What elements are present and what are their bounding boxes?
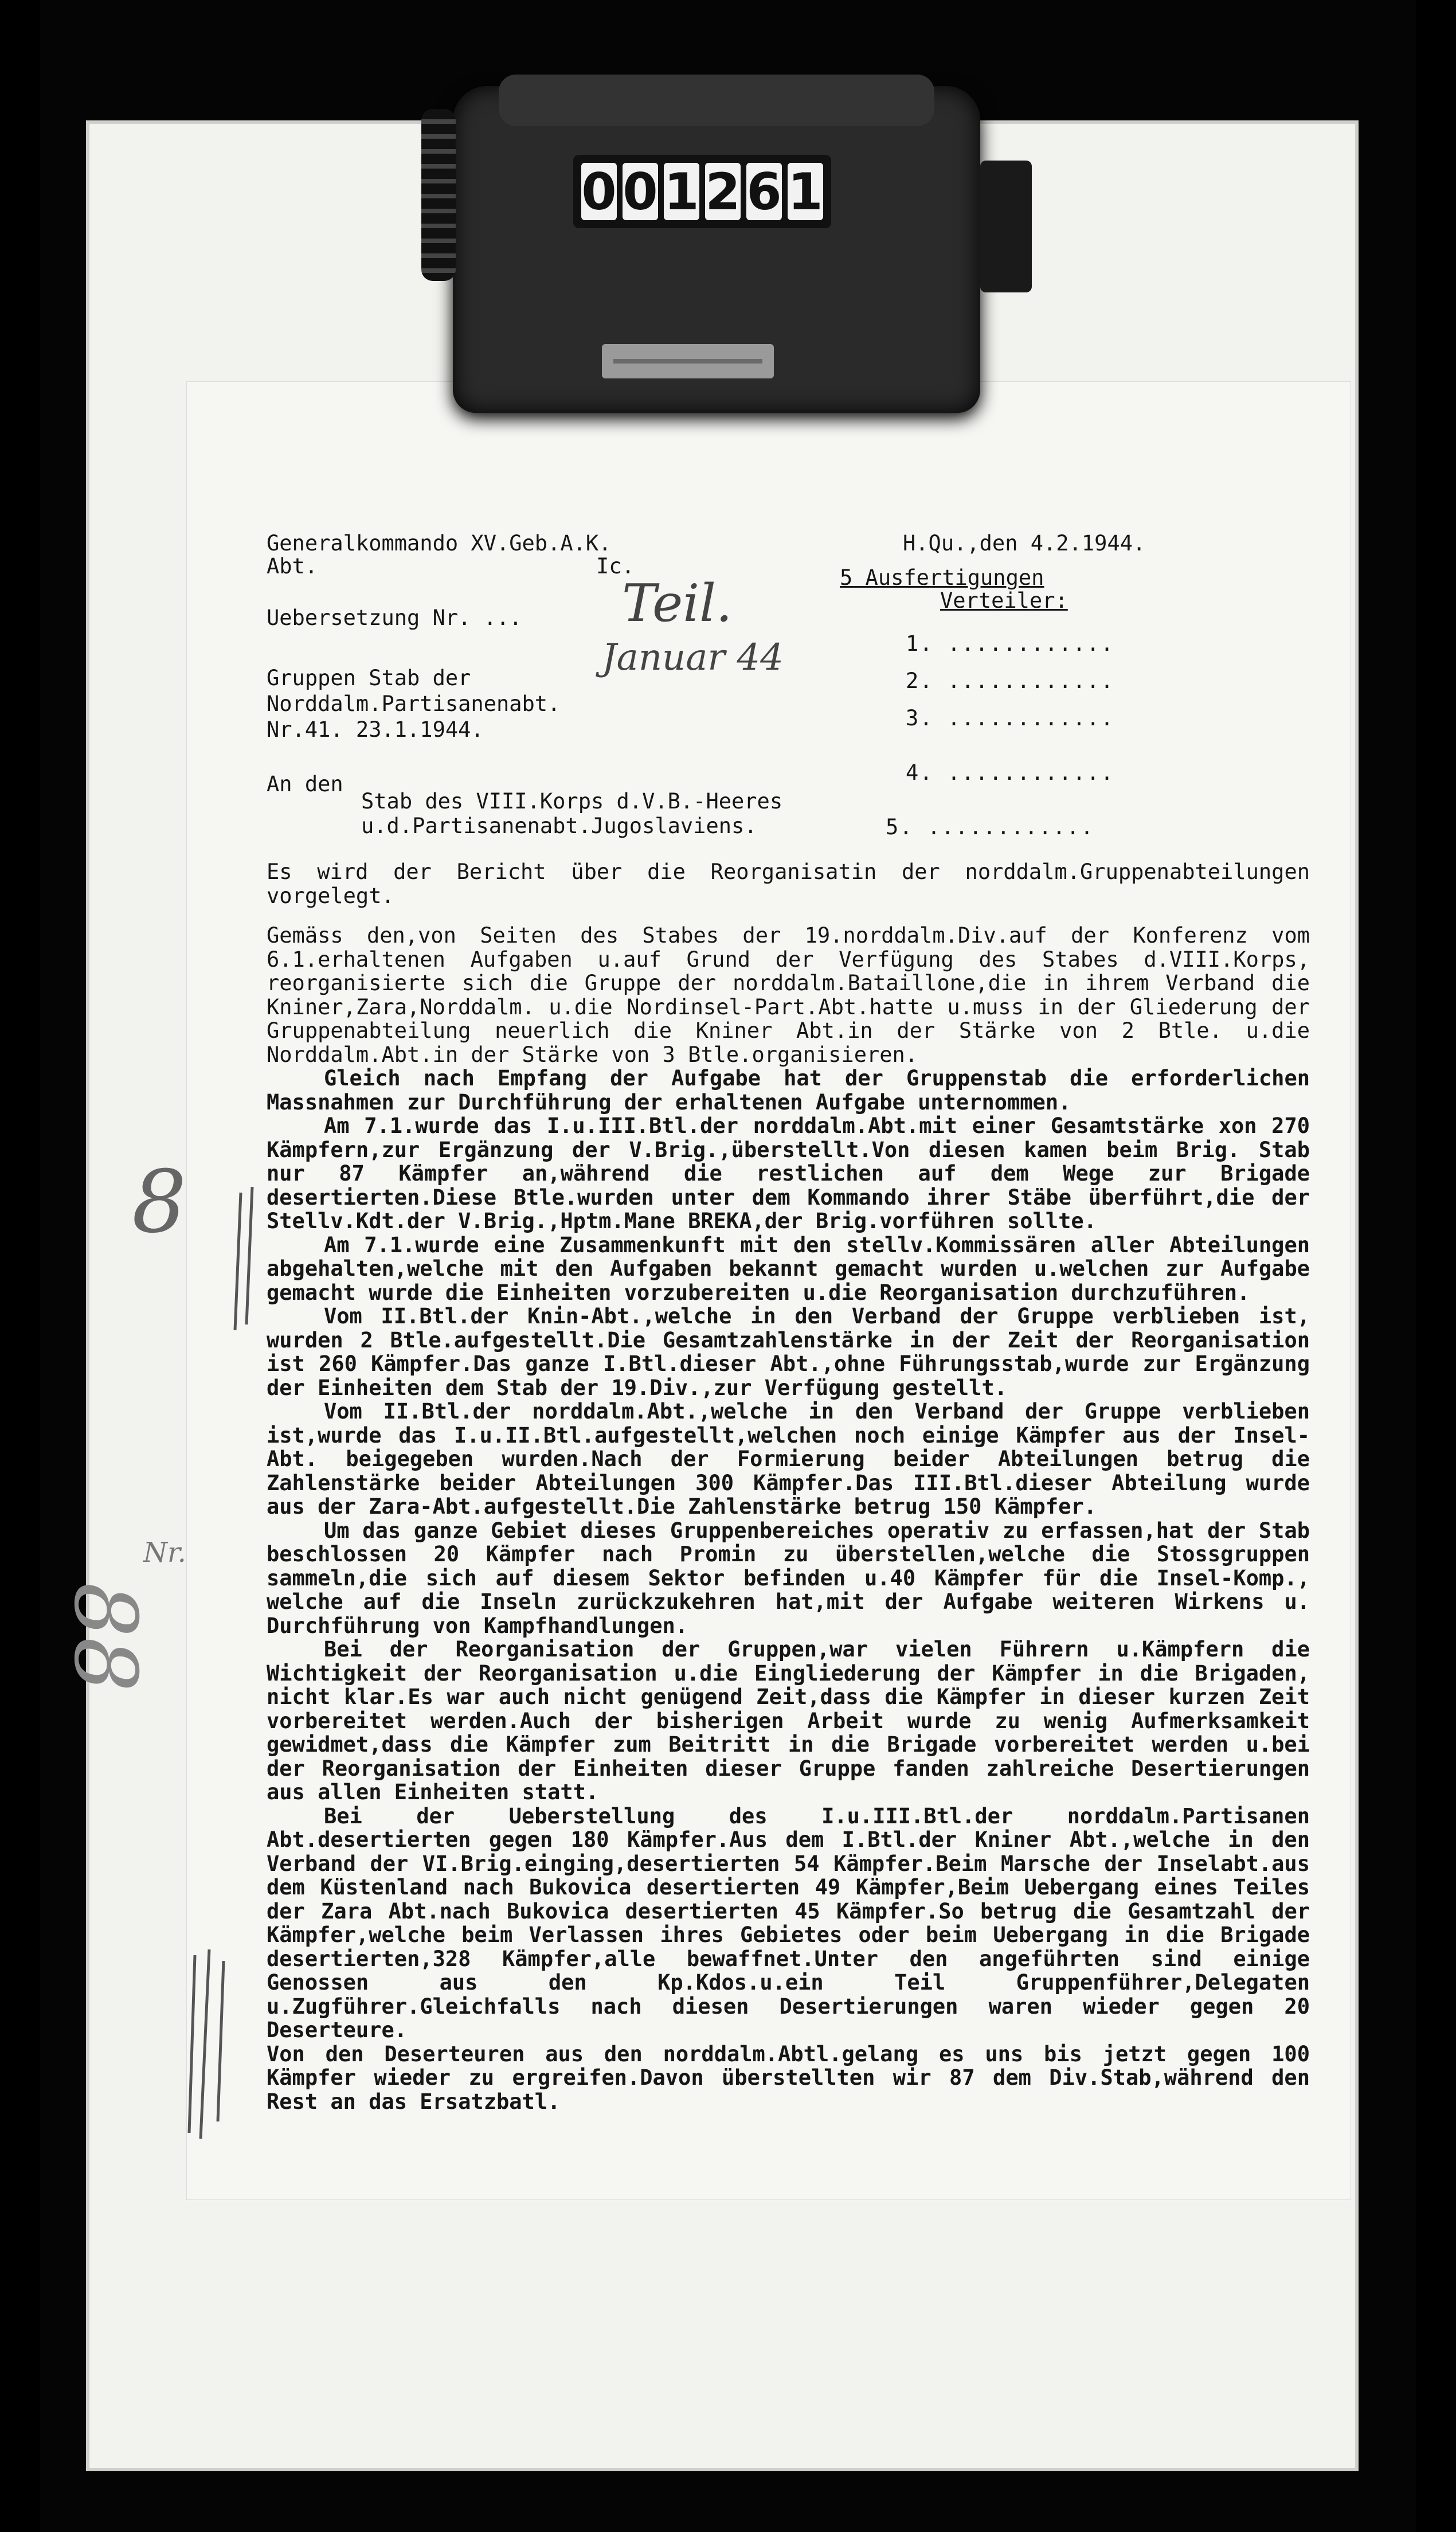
body-paragraph: Am 7.1.wurde eine Zusammenkunft mit den stellv.Kommissären aller Abteilungen abgehalten,welche mit den Aufgaben bekannt gemacht wurden u.welchen zur Aufgabe gemacht wurde die Einheiten vorzubereiten u.die Reorganisation durchzuführen.: [267, 1232, 1310, 1305]
document-body: [267, 860, 1310, 2113]
header-command: Generalkommando XV.Geb.A.K.: [267, 531, 612, 556]
header-translation-no: Uebersetzung Nr. ...: [267, 605, 522, 630]
counter-plate: [602, 344, 774, 378]
counter-digit: 1: [788, 162, 823, 221]
body-paragraph: Von den Deserteuren aus den norddalm.Abtl.gelang es uns bis jetzt gegen 100 Kämpfer wieder zu ergreifen.Davon überstellten wir 87 dem Div.Stab,während den Rest an das Ersatzbatl.: [267, 2041, 1310, 2114]
film-edge-right: [1416, 0, 1456, 2532]
body-paragraph: Bei der Ueberstellung des I.u.III.Btl.der norddalm.Partisanen Abt.desertierten gegen 180 Kämpfer.Aus dem I.Btl.der Kniner Abt.,welche in den Verband der VI.Brig.einging,desertierten 54 Kämpfer.Beim Marsche der Inselabt.aus dem Küstenland nach Bukovica desertierten 49 Kämpfer,Beim Uebergang eines Teiles der Zara Abt.nach Bukovica desertierten 45 Kämpfer.So betrug die Gesamtzahl der Kämpfer,welche beim Verlassen ihres Gebietes oder beim Uebergang in die Brigade desertierten,328 Kämpfer,alle bewaffnet.Unter den angeführten sind einige Genossen aus den Kp.Kdos.u.ein Teil Gruppenführer,Delegaten u.Zugführer.Gleichfalls nach diesen Desertierungen waren wieder gegen 20 Deserteure.: [267, 1803, 1310, 2042]
distribution-line-3: 3. ............: [906, 706, 1115, 730]
body-paragraph: Gleich nach Empfang der Aufgabe hat der Gruppenstab die erforderlichen Massnahmen zur Durchführung der erhaltenen Aufgabe unternommen.: [267, 1066, 1310, 1115]
margin-pencil-marks: [178, 1949, 246, 2144]
handwritten-note: Teil.: [622, 573, 733, 634]
recipient-label: An den: [267, 772, 343, 796]
recipient-line-2: u.d.Partisanenabt.Jugoslaviens.: [361, 814, 757, 838]
counter-digit: 6: [746, 162, 782, 221]
margin-pencil-marks-2: [229, 1187, 264, 1336]
body-paragraph: Vom II.Btl.der norddalm.Abt.,welche in den Verband der Gruppe verblieben ist,wurde das I.u.II.Btl.aufgestellt,welchen noch einige Kämpfer aus der Insel-Abt. beigegeben wurden.Nach der Formierung beider Abteilungen betrug die Zahlenstärke beider Abteilungen 300 Kämpfer.Das III.Btl.dieser Abteilung wurde aus der Zara-Abt.aufgestellt.Die Zahlenstärke betrug 150 Kämpfer.: [267, 1399, 1310, 1519]
counter-digit: 0: [623, 162, 658, 221]
sender-line-1: Gruppen Stab der: [267, 666, 471, 690]
body-paragraph: Gemäss den,von Seiten des Stabes der 19.norddalm.Div.auf der Konferenz vom 6.1.erhaltenen Aufgaben u.auf Grund der Verfügung des Stabes d.VIII.Korps, reorganisierte sich die Gruppe der norddalm.Bataillone,die in ihrem Verband die Kniner,Zara,Norddalm. u.die Nordinsel-Part.Abt.hatte u.muss in der Gliederung der Gruppenabteilung neuerlich die Kniner Abt.in der Stärke von 2 Btle. u.die Norddalm.Abt.in der Stärke von 3 Btle.organisieren.: [267, 923, 1310, 1067]
margin-number-2: 88: [55, 1583, 155, 1692]
distribution-line-5: 5. ............: [886, 815, 1095, 839]
header-distribution: Verteiler:: [940, 588, 1068, 613]
body-paragraph: Bei der Reorganisation der Gruppen,war vielen Führern u.Kämpfern die Wichtigkeit der Reorganisation u.die Eingliederung der Kämpfer in die Brigaden, nicht klar.Es war auch nicht genügend Zeit,dass die Kämpfer in dieser kurzen Zeit vorbereitet werden.Auch der bisherigen Arbeit wurde zu wenig Aufmerksamkeit gewidmet,dass die Kämpfer zum Beitritt in die Brigade vorbereitet werden u.bei der Reorganisation der Einheiten dieser Gruppe fanden zahlreiche Desertierungen aus allen Einheiten statt.: [267, 1637, 1310, 1804]
distribution-line-1: 1. ............: [906, 631, 1115, 656]
sender-line-2: Norddalm.Partisanenabt.: [267, 691, 561, 716]
intro-paragraph: Es wird der Bericht über die Reorganisatin der norddalm.Gruppenabteilungen vorgelegt.: [267, 859, 1310, 908]
film-edge-left: [0, 0, 40, 2532]
counter-digit: 2: [705, 162, 741, 221]
distribution-line-4: 4. ............: [906, 760, 1115, 785]
counter-digits: [573, 155, 831, 228]
margin-label: Nr.: [143, 1537, 186, 1569]
margin-number: 8: [132, 1152, 187, 1252]
header-date: H.Qu.,den 4.2.1944.: [903, 531, 1146, 556]
body-paragraph: Um das ganze Gebiet dieses Gruppenbereiches operativ zu erfassen,hat der Stab beschlossen 20 Kämpfer nach Promin zu überstellen,welche die Stossgruppen sammeln,die sich auf diesem Sektor befinden u.40 Kämpfer für die Insel-Komp., welche auf die Inseln zurückzukehren hat,mit der Aufgabe weiteren Wirkens u. Durchführung von Kampfhandlungen.: [267, 1518, 1310, 1638]
header-dept: Abt.: [267, 554, 318, 579]
counter-knob: [980, 161, 1032, 292]
distribution-line-2: 2. ............: [906, 669, 1115, 693]
body-paragraph: Am 7.1.wurde das I.u.III.Btl.der norddalm.Abt.mit einer Gesamtstärke xon 270 Kämpfern,zur Ergänzung der V.Brig.,überstellt.Von diesen kamen beim Brig. Stab nur 87 Kämpfer an,während die restlichen auf dem Wege zur Brigade desertierten.Diese Btle.wurden unter dem Kommando ihrer Stäbe überführt,die der Stellv.Kdt.der V.Brig.,Hptm.Mane BREKA,der Brig.vorführen sollte.: [267, 1113, 1310, 1233]
sender-line-3: Nr.41. 23.1.1944.: [267, 717, 484, 742]
counter-digit: 1: [664, 162, 699, 221]
header-ic: Ic.: [596, 554, 635, 579]
body-paragraph: Vom II.Btl.der Knin-Abt.,welche in den Verband der Gruppe verblieben ist, wurden 2 Btle.aufgestellt.Die Gesamtzahlenstärke in der Zeit der Reorganisation ist 260 Kämpfer.Das ganze I.Btl.dieser Abt.,ohne Führungsstab,wurde zur Ergänzung der Einheiten dem Stab der 19.Div.,zur Verfügung gestellt.: [267, 1304, 1310, 1400]
recipient-line-1: Stab des VIII.Korps d.V.B.-Heeres: [361, 789, 783, 814]
counter-top: [499, 75, 934, 126]
frame-counter: [453, 86, 980, 413]
handwritten-date: Januar 44: [602, 636, 784, 679]
header-copies: 5 Ausfertigungen: [840, 565, 1044, 590]
plate-line: [613, 359, 762, 364]
counter-digit: 0: [581, 162, 617, 221]
counter-cable: [421, 109, 456, 281]
